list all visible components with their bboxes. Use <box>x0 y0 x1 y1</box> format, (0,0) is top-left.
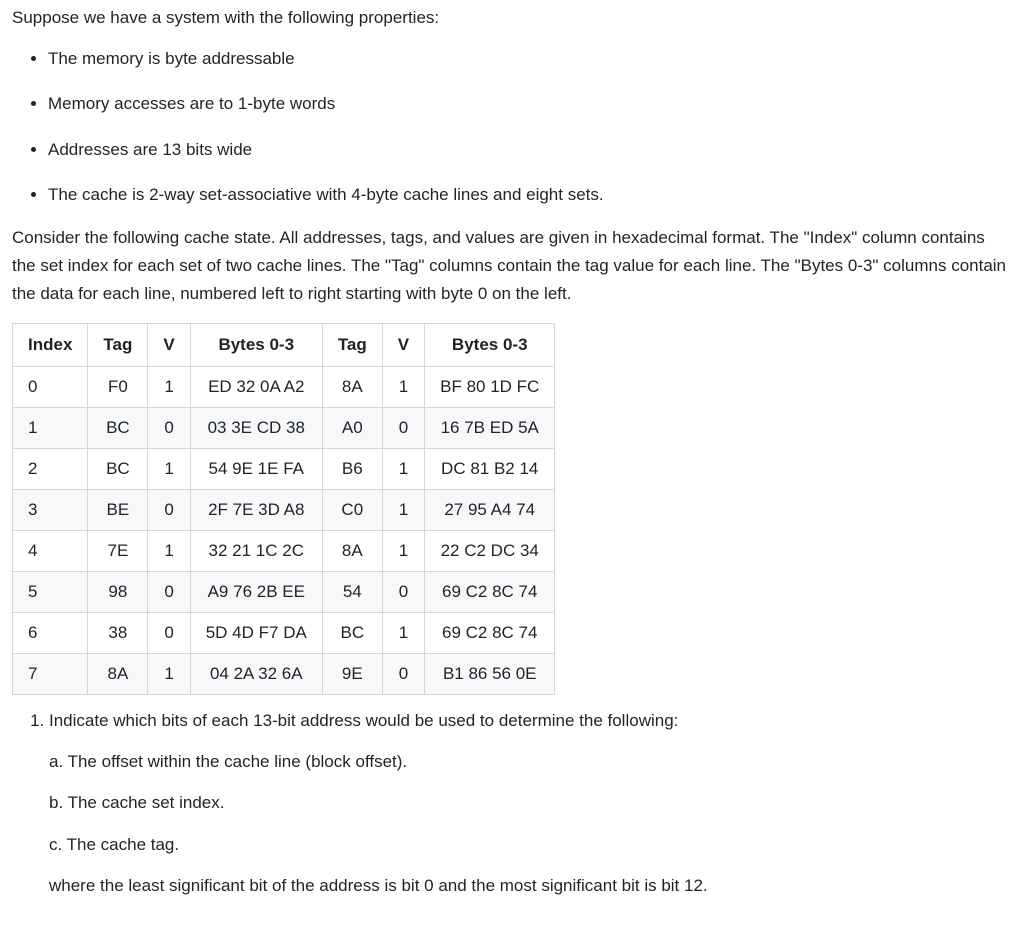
column-header-bytes: Bytes 0-3 <box>190 323 322 366</box>
cell-bytes: A9 76 2B EE <box>190 571 322 612</box>
list-item: • The cache is 2-way set-associative with 4-byte cache lines and eight sets. <box>48 181 1012 208</box>
cell-tag: B6 <box>322 448 382 489</box>
cell-valid: 0 <box>382 571 424 612</box>
question-item <box>49 707 1012 899</box>
cell-tag: 8A <box>322 530 382 571</box>
cell-index: 7 <box>13 653 88 694</box>
cell-bytes: 22 C2 DC 34 <box>425 530 555 571</box>
cell-valid: 0 <box>382 407 424 448</box>
cell-tag: 9E <box>322 653 382 694</box>
cell-bytes: B1 86 56 0E <box>425 653 555 694</box>
column-header-tag: Tag <box>322 323 382 366</box>
column-header-valid: V <box>382 323 424 366</box>
cell-index: 0 <box>13 366 88 407</box>
column-header-index: Index <box>13 323 88 366</box>
description-text: Consider the following cache state. All addresses, tags, and values are given in hexadecimal format. The "Index" column contains the set index for each set of two cache lines. The "Tag" columns contain the tag value for each line. The "Bytes 0-3" columns contain the data for each line, numbered left to right starting with byte 0 on the left. <box>12 227 1007 303</box>
column-header-bytes: Bytes 0-3 <box>425 323 555 366</box>
table-header-row <box>13 323 555 366</box>
cell-valid: 1 <box>148 653 190 694</box>
cell-tag: F0 <box>88 366 148 407</box>
table-row <box>13 530 555 571</box>
cell-bytes: 69 C2 8C 74 <box>425 612 555 653</box>
cell-valid: 1 <box>148 530 190 571</box>
table-row <box>13 489 555 530</box>
subpart-b: b. The cache set index. <box>49 793 225 813</box>
cell-valid: 1 <box>382 612 424 653</box>
questions-list <box>12 707 1012 899</box>
cell-valid: 0 <box>148 612 190 653</box>
subpart-c: c. The cache tag. <box>49 834 180 854</box>
cell-bytes: ED 32 0A A2 <box>190 366 322 407</box>
bit-numbering-note: where the least significant bit of the address is bit 0 and the most significant bit is bit 12. <box>49 875 708 895</box>
cell-valid: 1 <box>382 366 424 407</box>
cell-tag: C0 <box>322 489 382 530</box>
cell-tag: 8A <box>322 366 382 407</box>
cell-valid: 1 <box>148 366 190 407</box>
list-item: • Memory accesses are to 1-byte words <box>48 90 1012 117</box>
cell-valid: 0 <box>382 653 424 694</box>
cell-index: 2 <box>13 448 88 489</box>
cell-valid: 1 <box>382 489 424 530</box>
cell-bytes: 2F 7E 3D A8 <box>190 489 322 530</box>
subpart-a: a. The offset within the cache line (block offset). <box>49 752 408 772</box>
table-row <box>13 612 555 653</box>
cell-index: 6 <box>13 612 88 653</box>
cell-tag: BC <box>88 448 148 489</box>
intro-text: Suppose we have a system with the following properties: <box>12 8 440 27</box>
cell-valid: 0 <box>148 489 190 530</box>
cell-tag: 54 <box>322 571 382 612</box>
list-item: • Addresses are 13 bits wide <box>48 136 1012 163</box>
cell-tag: BE <box>88 489 148 530</box>
cell-bytes: 32 21 1C 2C <box>190 530 322 571</box>
cell-bytes: 27 95 A4 74 <box>425 489 555 530</box>
column-header-valid: V <box>148 323 190 366</box>
cell-tag: A0 <box>322 407 382 448</box>
cell-tag: 7E <box>88 530 148 571</box>
question-subparts <box>49 748 1012 899</box>
table-row <box>13 653 555 694</box>
cell-bytes: 54 9E 1E FA <box>190 448 322 489</box>
cell-bytes: 5D 4D F7 DA <box>190 612 322 653</box>
cell-index: 4 <box>13 530 88 571</box>
cell-tag: BC <box>322 612 382 653</box>
column-header-tag: Tag <box>88 323 148 366</box>
cache-state-table <box>12 323 555 695</box>
properties-list <box>12 45 1012 208</box>
table-row <box>13 366 555 407</box>
cell-bytes: DC 81 B2 14 <box>425 448 555 489</box>
table-row <box>13 407 555 448</box>
table-row <box>13 448 555 489</box>
cell-tag: 38 <box>88 612 148 653</box>
cell-bytes: 04 2A 32 6A <box>190 653 322 694</box>
cell-valid: 0 <box>148 571 190 612</box>
cell-index: 3 <box>13 489 88 530</box>
cell-valid: 1 <box>382 448 424 489</box>
cell-valid: 0 <box>148 407 190 448</box>
cell-bytes: 69 C2 8C 74 <box>425 571 555 612</box>
cell-bytes: 16 7B ED 5A <box>425 407 555 448</box>
cell-valid: 1 <box>148 448 190 489</box>
cell-tag: 8A <box>88 653 148 694</box>
table-row <box>13 571 555 612</box>
cell-bytes: BF 80 1D FC <box>425 366 555 407</box>
question-prompt: Indicate which bits of each 13-bit address would be used to determine the following: <box>49 710 679 730</box>
cell-tag: BC <box>88 407 148 448</box>
cell-tag: 98 <box>88 571 148 612</box>
cell-index: 1 <box>13 407 88 448</box>
cell-bytes: 03 3E CD 38 <box>190 407 322 448</box>
cell-index: 5 <box>13 571 88 612</box>
cell-valid: 1 <box>382 530 424 571</box>
list-item: • The memory is byte addressable <box>48 45 1012 72</box>
